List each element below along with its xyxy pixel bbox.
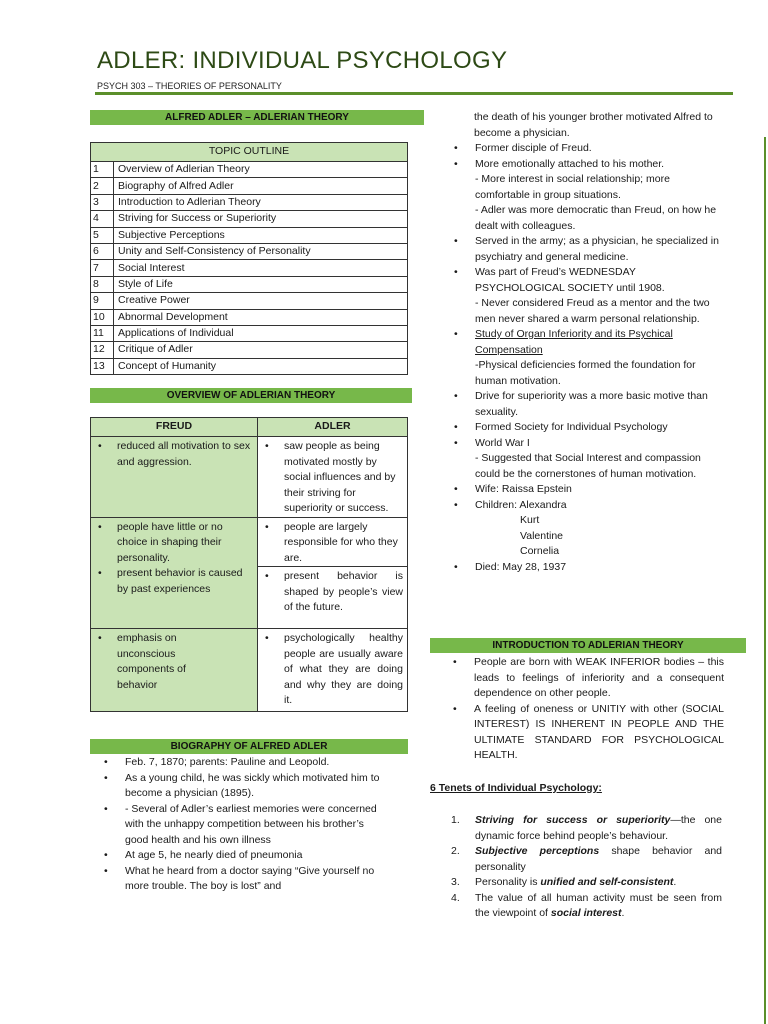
outline-row (91, 358, 408, 374)
topic-outline-table (90, 142, 408, 375)
outline-row (91, 260, 408, 276)
bio-item: • What he heard from a doctor saying “Give yourself no more trouble. The boy is lost” and (95, 864, 388, 895)
child-name: Kurt (520, 514, 540, 526)
adler-header: ADLER (258, 418, 408, 437)
child-name: Cornelia (520, 545, 560, 557)
outline-number: 1 (91, 162, 114, 178)
intro-item: • People are born with WEAK INFERIOR bodies – this leads to feelings of inferiority and a consequent dependence on other people. (444, 655, 724, 702)
outline-row (91, 178, 408, 194)
tenets-list (430, 813, 722, 922)
adler-cell (258, 567, 408, 629)
outline-number: 7 (91, 260, 114, 276)
bio-subitem: - Suggested that Social Interest and compassion could be the cornerstones of human motivation. (475, 452, 701, 480)
freud-point: • present behavior is caused by past experiences (91, 566, 257, 597)
bio-item: • Drive for superiority was a more basic motive than sexuality. (445, 389, 725, 420)
outline-topic: Style of Life (114, 276, 408, 292)
bio-item: • Study of Organ Inferiority and its Psychical Compensation (445, 327, 725, 358)
bio-item: • Died: May 28, 1937 (445, 560, 725, 576)
outline-topic: Subjective Perceptions (114, 227, 408, 243)
biography-list-left (105, 755, 388, 895)
outline-row (91, 227, 408, 243)
freud-point: • emphasis on unconscious components of behavior (91, 631, 207, 693)
outline-topic: Applications of Individual (114, 325, 408, 341)
bio-item: • Was part of Freud’s WEDNESDAY PSYCHOLOGICAL SOCIETY until 1908. (445, 265, 725, 296)
outline-number: 10 (91, 309, 114, 325)
tenets-heading: 6 Tenets of Individual Psychology: (430, 782, 602, 794)
outline-row (91, 162, 408, 178)
outline-topic: Social Interest (114, 260, 408, 276)
tenet-item: 4. The value of all human activity must be seen from the viewpoint of social interest. (451, 891, 722, 919)
outline-topic: Critique of Adler (114, 342, 408, 358)
bio-item: • Served in the army; as a physician, he specialized in psychiatry and general medicine. (445, 234, 725, 265)
bio-item: • Children: Alexandra (445, 498, 725, 514)
right-margin-line (764, 137, 766, 1024)
outline-number: 11 (91, 325, 114, 341)
outline-number: 13 (91, 358, 114, 374)
bio-subitem: - Adler was more democratic than Freud, on how he dealt with colleagues. (475, 204, 717, 232)
outline-row (91, 194, 408, 210)
outline-number: 6 (91, 243, 114, 259)
outline-row (91, 293, 408, 309)
bio-item: • At age 5, he nearly died of pneumonia (95, 848, 388, 864)
adler-point: • psychologically healthy people are usually aware of what they are doing and why they are doing it. (258, 631, 407, 709)
bio-subitem: -Physical deficiencies formed the foundation for human motivation. (475, 359, 696, 387)
outline-topic: Introduction to Adlerian Theory (114, 194, 408, 210)
outline-row (91, 276, 408, 292)
adler-point: • saw people as being motivated mostly by social influences and by their striving for superiority or success. (258, 439, 407, 517)
outline-number: 12 (91, 342, 114, 358)
biography-list-right (445, 110, 725, 575)
bio-item: • World War I (445, 436, 725, 452)
outline-topic: Overview of Adlerian Theory (114, 162, 408, 178)
freud-header: FREUD (91, 418, 258, 437)
bio-item: • Wife: Raissa Epstein (445, 482, 725, 498)
freud-cell (91, 437, 258, 518)
introduction-list (430, 655, 724, 764)
freud-cell (91, 629, 258, 712)
section-heading-overview: OVERVIEW OF ADLERIAN THEORY (90, 388, 412, 403)
adler-point: • people are largely responsible for who they are. (258, 520, 407, 567)
freud-point: • people have little or no choice in shaping their personality. (91, 520, 257, 567)
outline-topic: Creative Power (114, 293, 408, 309)
section-heading-biography: BIOGRAPHY OF ALFRED ADLER (90, 739, 408, 754)
adler-cell (258, 437, 408, 518)
outline-number: 3 (91, 194, 114, 210)
freud-cell (91, 517, 258, 629)
outline-number: 5 (91, 227, 114, 243)
adler-point: • present behavior is shaped by people’s view of the future. (258, 569, 407, 616)
tenet-item: 3. Personality is unified and self-consistent. (451, 876, 677, 888)
title-divider (95, 92, 733, 95)
bio-subitem: - More interest in social relationship; more comfortable in group situations. (475, 173, 670, 201)
bio-subitem: - Never considered Freud as a mentor and the two men never shared a warm personal relationship. (475, 297, 710, 325)
outline-number: 8 (91, 276, 114, 292)
adler-cell (258, 517, 408, 567)
outline-row (91, 211, 408, 227)
bio-item: • More emotionally attached to his mother. (445, 157, 725, 173)
outline-number: 2 (91, 178, 114, 194)
child-name: Valentine (520, 529, 564, 542)
bio-item: • As a young child, he was sickly which motivated him to become a physician (1895). (95, 771, 388, 802)
section-heading-main: ALFRED ADLER – ADLERIAN THEORY (90, 110, 424, 125)
outline-topic: Abnormal Development (114, 309, 408, 325)
tenet-item: 1. Striving for success or superiority—the one dynamic force behind people’s behaviour. (451, 814, 722, 842)
outline-row (91, 243, 408, 259)
bio-continuation: the death of his younger brother motivated Alfred to become a physician. (474, 111, 713, 139)
outline-number: 4 (91, 211, 114, 227)
outline-number: 9 (91, 293, 114, 309)
section-heading-introduction: INTRODUCTION TO ADLERIAN THEORY (430, 638, 746, 653)
bio-subitem: • - Several of Adler’s earliest memories were concerned with the unhappy competition between his brother’s good health and his own illness (95, 802, 388, 849)
page-title: ADLER: INDIVIDUAL PSYCHOLOGY (97, 47, 508, 74)
outline-topic: Unity and Self-Consistency of Personality (114, 243, 408, 259)
outline-topic: Biography of Alfred Adler (114, 178, 408, 194)
page-subtitle: PSYCH 303 – THEORIES OF PERSONALITY (97, 81, 282, 91)
outline-topic: Concept of Humanity (114, 358, 408, 374)
outline-header: TOPIC OUTLINE (91, 143, 408, 162)
tenet-item: 2. Subjective perceptions shape behavior and personality (451, 845, 723, 873)
outline-topic: Striving for Success or Superiority (114, 211, 408, 227)
freud-point: • reduced all motivation to sex and aggression. (91, 439, 257, 470)
bio-item: • Feb. 7, 1870; parents: Pauline and Leopold. (95, 755, 388, 771)
bio-item: • Former disciple of Freud. (445, 141, 725, 157)
outline-row (91, 342, 408, 358)
adler-cell (258, 629, 408, 712)
bio-item: • Formed Society for Individual Psychology (445, 420, 725, 436)
intro-item: • A feeling of oneness or UNITIY with other (SOCIAL INTEREST) IS INHERENT IN PEOPLE AND THE ULTIMATE STANDARD FOR PSYCHOLOGICAL HEALTH. (444, 702, 724, 764)
outline-row (91, 325, 408, 341)
outline-row (91, 309, 408, 325)
freud-adler-table (90, 417, 408, 712)
